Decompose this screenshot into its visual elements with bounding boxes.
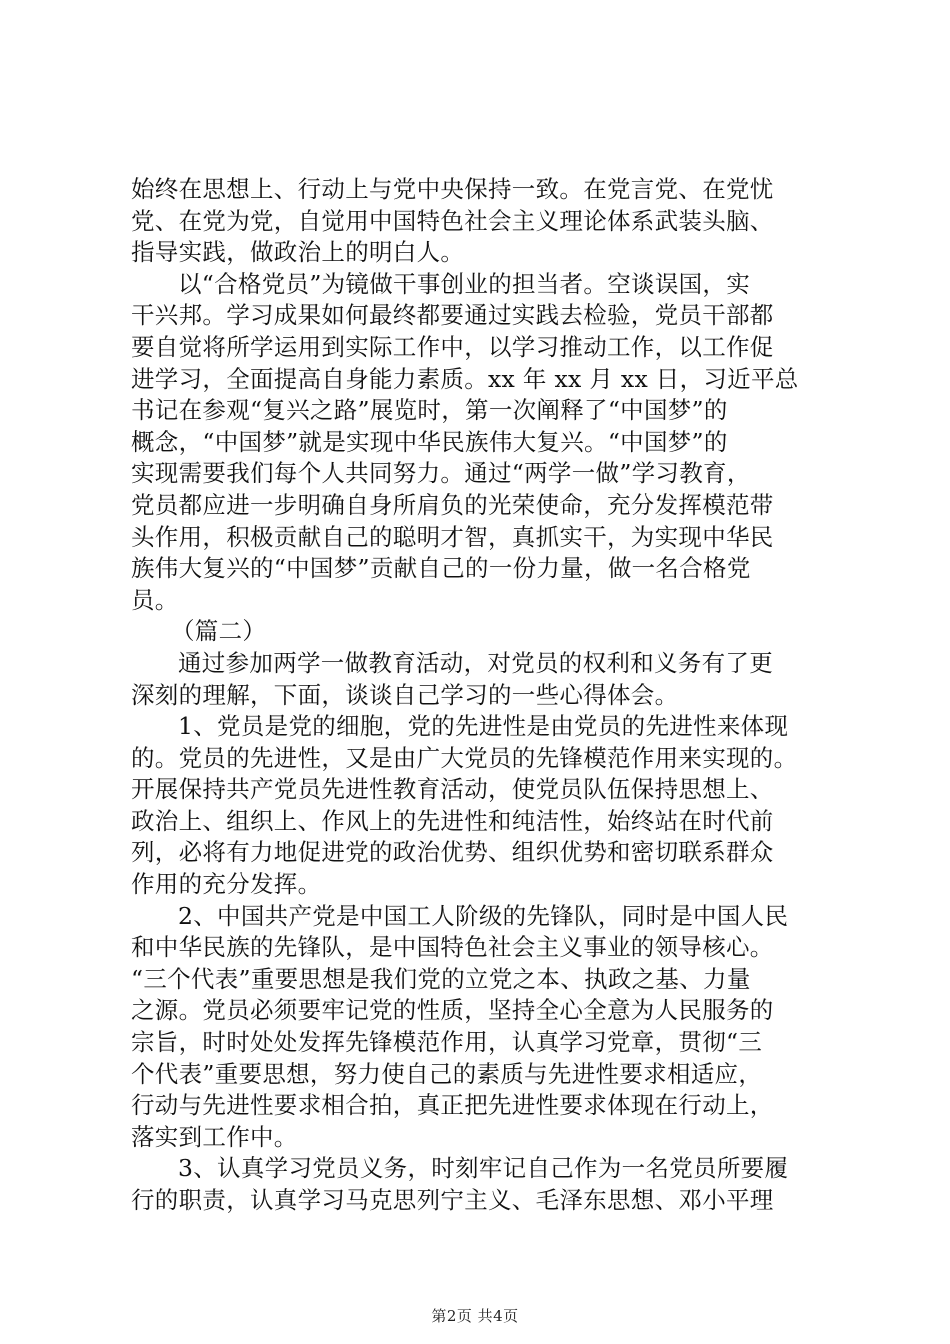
text-line: 开展保持共产党员先进性教育活动，使党员队伍保持思想上、 xyxy=(131,775,774,804)
text-line: 进学习，全面提高自身能力素质。xx 年 xx 月 xx 日，习近平总 xyxy=(131,364,799,393)
text-line: 宗旨，时时处处发挥先锋模范作用，认真学习党章，贯彻“三 xyxy=(131,1028,763,1057)
text-line: 概念，“中国梦”就是实现中华民族伟大复兴。“中国梦”的 xyxy=(131,427,728,456)
text-line: 3、认真学习党员义务，时刻牢记自己作为一名党员所要履 xyxy=(178,1154,789,1183)
text-line: 头作用，积极贡献自己的聪明才智，真抓实干，为实现中华民 xyxy=(131,522,774,551)
text-line: 1、党员是党的细胞，党的先进性是由党员的先进性来体现 xyxy=(178,712,789,741)
text-line: 列，必将有力地促进党的政治优势、组织优势和密切联系群众 xyxy=(131,838,774,867)
text-line: 员。 xyxy=(131,585,179,614)
text-line: 个代表”重要思想，努力使自己的素质与先进性要求相适应， xyxy=(131,1059,763,1088)
text-line: 深刻的理解，下面，谈谈自己学习的一些心得体会。 xyxy=(131,680,679,709)
text-line: 指导实践，做政治上的明白人。 xyxy=(131,238,465,267)
text-line: 以“合格党员”为镜做干事创业的担当者。空谈误国，实 xyxy=(178,269,751,298)
page-number-footer: 第2页 共4页 xyxy=(431,1307,519,1325)
text-line: “三个代表”重要思想是我们党的立党之本、执政之基、力量 xyxy=(131,964,751,993)
text-line: 落实到工作中。 xyxy=(131,1122,298,1151)
document-body-text xyxy=(131,174,831,1217)
text-line: 作用的充分发挥。 xyxy=(131,870,322,899)
text-line: 书记在参观“复兴之路”展览时，第一次阐释了“中国梦”的 xyxy=(131,396,728,425)
text-line: 行动与先进性要求相合拍，真正把先进性要求体现在行动上， xyxy=(131,1091,774,1120)
text-line: （篇二） xyxy=(171,617,267,646)
text-line: 之源。党员必须要牢记党的性质，坚持全心全意为人民服务的 xyxy=(131,996,774,1025)
text-line: 的。党员的先进性，又是由广大党员的先锋模范作用来实现的。 xyxy=(131,743,798,772)
text-line: 党员都应进一步明确自身所肩负的光荣使命，充分发挥模范带 xyxy=(131,490,774,519)
text-line: 要自觉将所学运用到实际工作中，以学习推动工作，以工作促 xyxy=(131,332,774,361)
text-line: 2、中国共产党是中国工人阶级的先锋队，同时是中国人民 xyxy=(178,901,789,930)
text-line: 始终在思想上、行动上与党中央保持一致。在党言党、在党忧 xyxy=(131,175,774,203)
text-line: 干兴邦。学习成果如何最终都要通过实践去检验，党员干部都 xyxy=(131,301,774,330)
text-line: 和中华民族的先锋队，是中国特色社会主义事业的领导核心。 xyxy=(131,933,774,962)
text-line: 实现需要我们每个人共同努力。通过“两学一做”学习教育， xyxy=(131,459,751,488)
text-line: 通过参加两学一做教育活动，对党员的权利和义务有了更 xyxy=(178,648,773,677)
text-line: 族伟大复兴的“中国梦”贡献自己的一份力量，做一名合格党 xyxy=(131,554,751,583)
text-line: 政治上、组织上、作风上的先进性和纯洁性，始终站在时代前 xyxy=(131,806,774,835)
text-line: 党、在党为党，自觉用中国特色社会主义理论体系武装头脑、 xyxy=(131,206,774,235)
text-line: 行的职责，认真学习马克思列宁主义、毛泽东思想、邓小平理 xyxy=(131,1186,774,1214)
